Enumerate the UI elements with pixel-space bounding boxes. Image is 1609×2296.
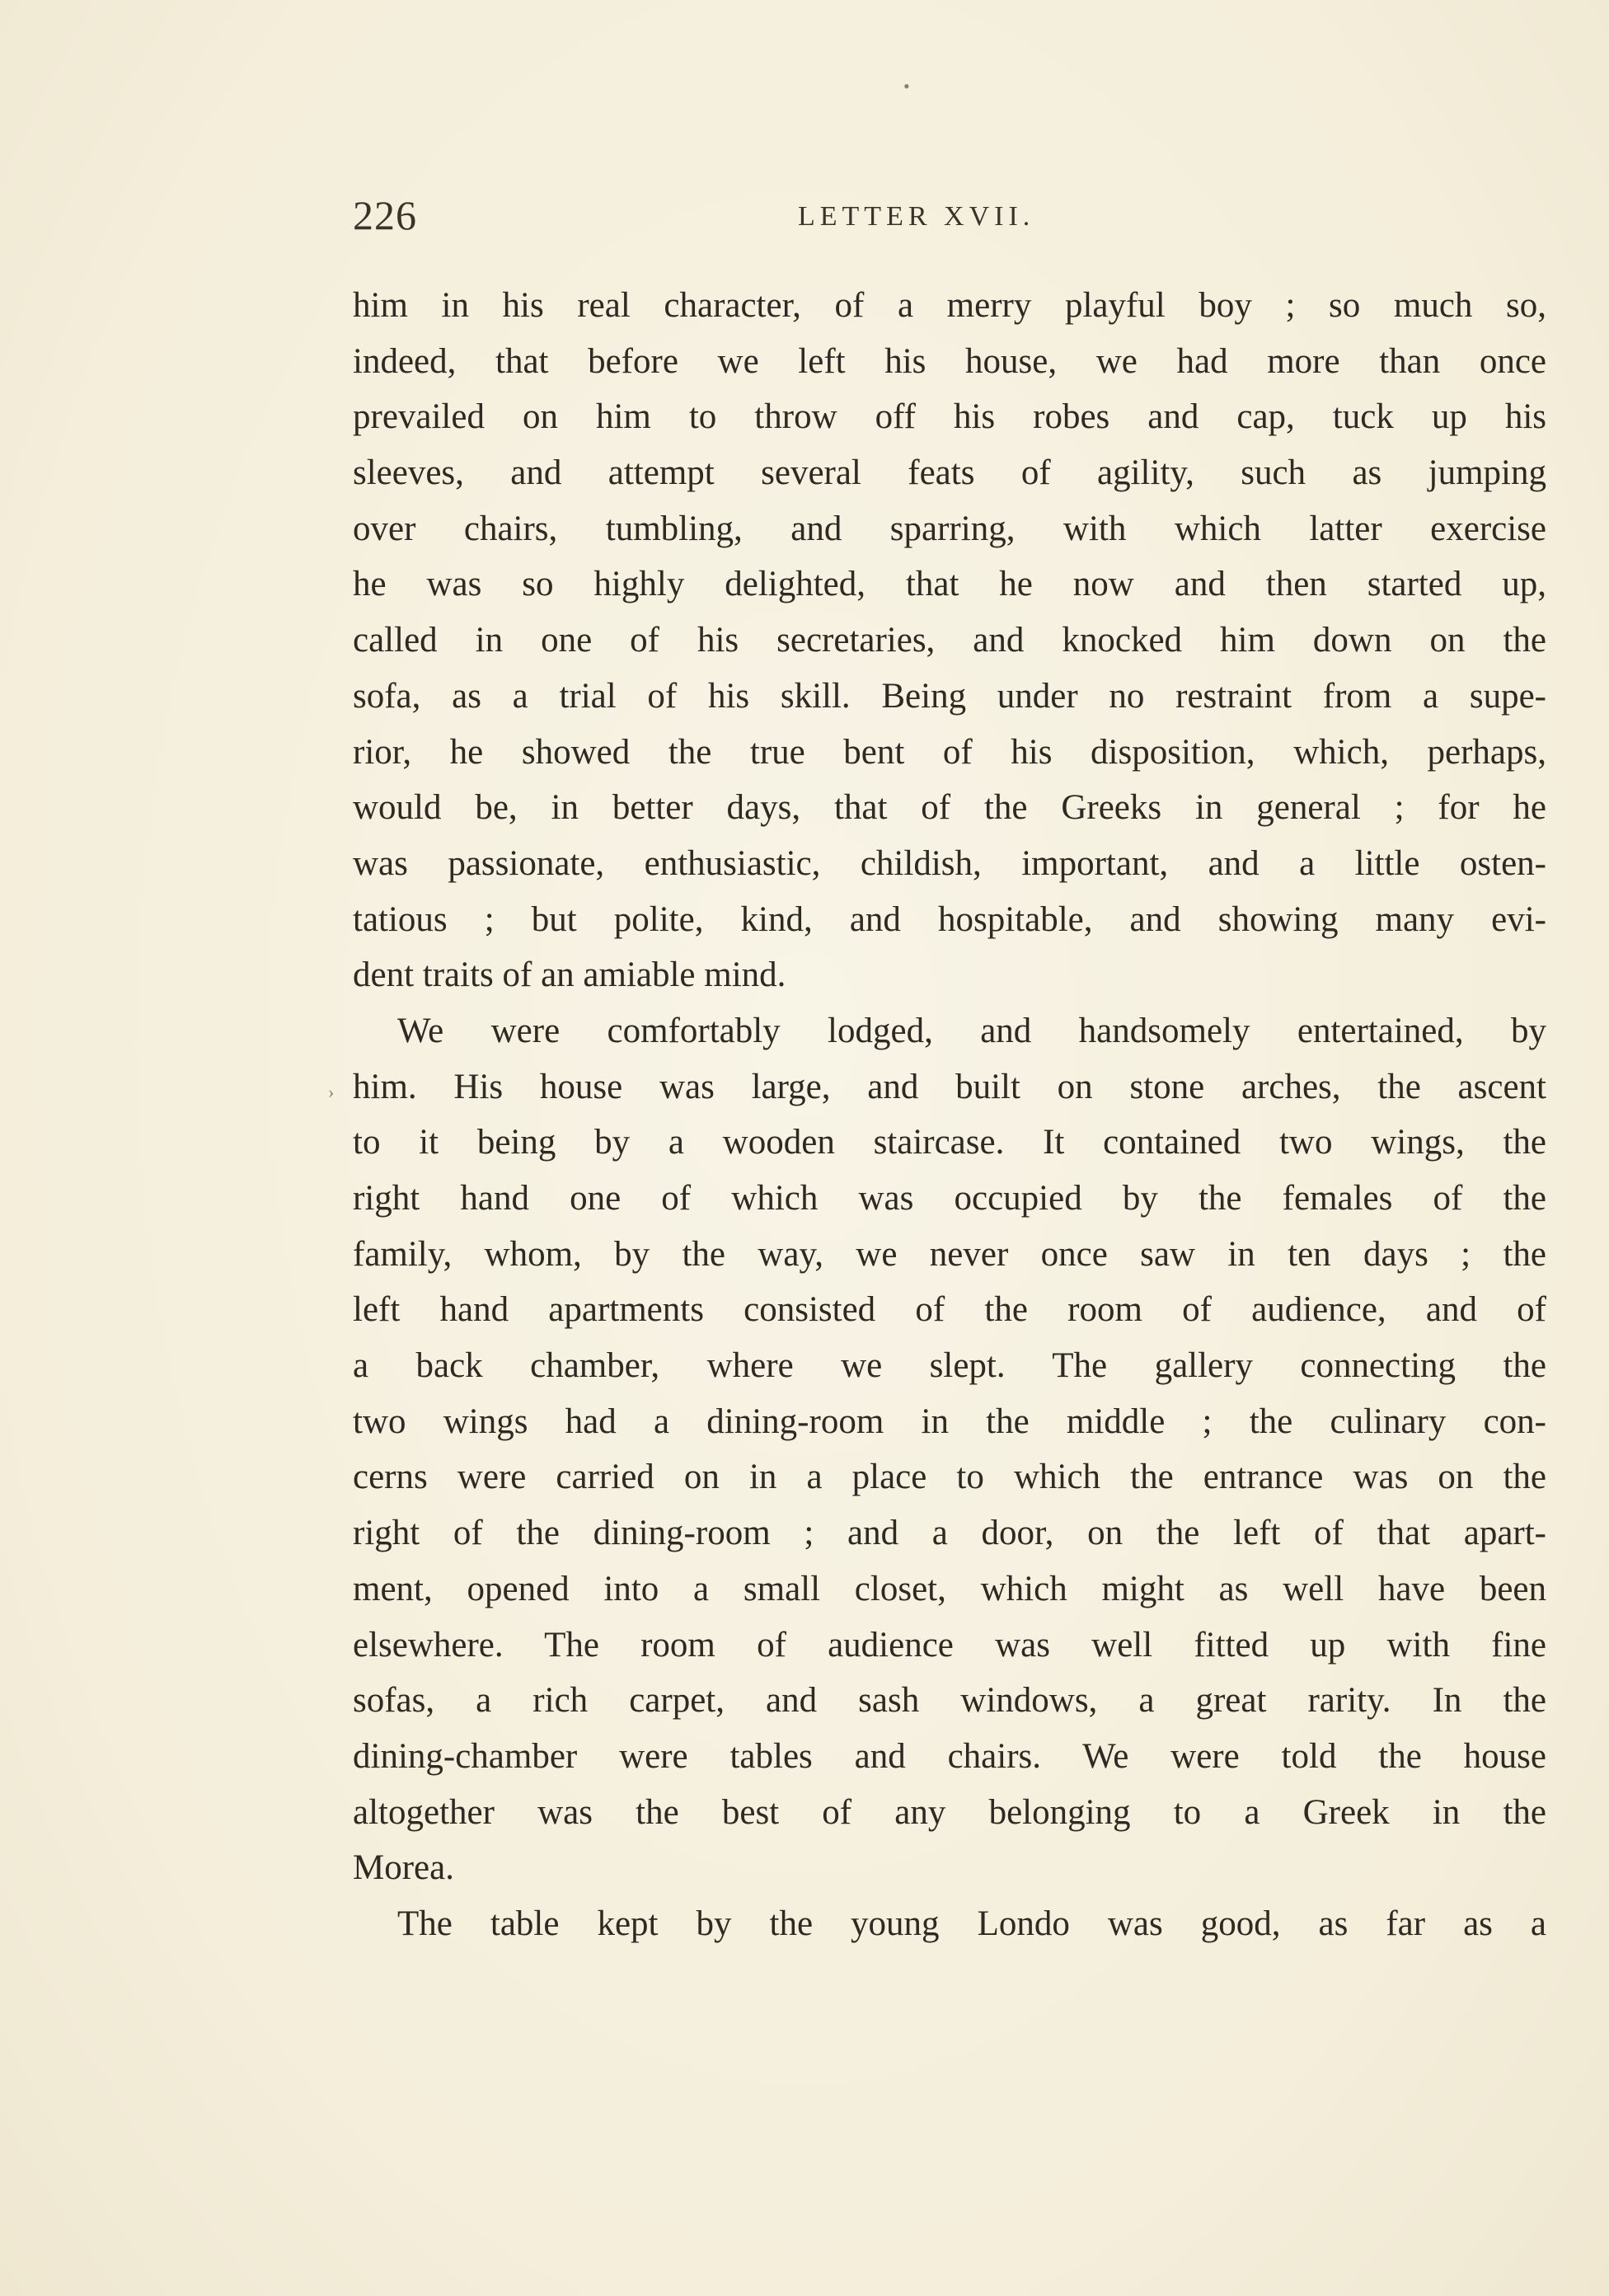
text-line: ment, opened into a small closet, which might as well have been bbox=[353, 1569, 1546, 1608]
text-line: called in one of his secretaries, and knocked him down on the bbox=[353, 621, 1546, 660]
text-line: over chairs, tumbling, and sparring, with which latter exercise bbox=[353, 509, 1546, 548]
text-line: altogether was the best of any belonging to a Greek in the bbox=[353, 1792, 1546, 1832]
text-line: sleeves, and attempt several feats of agility, such as jumping bbox=[353, 453, 1546, 493]
text-line: elsewhere. The room of audience was well fitted up with fine bbox=[353, 1625, 1546, 1664]
page-header bbox=[353, 191, 1546, 249]
text-line: two wings had a dining-room in the middle ; the culinary con- bbox=[353, 1402, 1546, 1441]
text-line: him. His house was large, and built on stone arches, the ascent bbox=[353, 1067, 1546, 1106]
margin-speck: › bbox=[328, 1082, 335, 1102]
body-text bbox=[353, 278, 1546, 1952]
text-line: right of the dining-room ; and a door, on the left of that apart- bbox=[353, 1514, 1546, 1553]
text-line: rior, he showed the true bent of his disposition, which, perhaps, bbox=[353, 732, 1546, 772]
text-line: was passionate, enthusiastic, childish, important, and a little osten- bbox=[353, 843, 1546, 883]
text-line: indeed, that before we left his house, we had more than once bbox=[353, 341, 1546, 381]
margin-speck: • bbox=[903, 76, 910, 96]
text-line: Morea. bbox=[353, 1848, 454, 1888]
text-line: tatious ; but polite, kind, and hospitable, and showing many evi- bbox=[353, 899, 1546, 939]
text-line: dent traits of an amiable mind. bbox=[353, 955, 786, 995]
page-number: 226 bbox=[353, 192, 417, 238]
text-line: a back chamber, where we slept. The gallery connecting the bbox=[353, 1346, 1546, 1386]
text-line: We were comfortably lodged, and handsomely entertained, by bbox=[397, 1011, 1546, 1050]
text-line: family, whom, by the way, we never once saw in ten days ; the bbox=[353, 1234, 1546, 1274]
text-line: to it being by a wooden staircase. It contained two wings, the bbox=[353, 1123, 1546, 1162]
text-line: The table kept by the young Londo was good, as far as a bbox=[397, 1904, 1546, 1943]
text-line: he was so highly delighted, that he now and then started up, bbox=[353, 565, 1546, 604]
text-line: sofa, as a trial of his skill. Being under no restraint from a supe- bbox=[353, 676, 1546, 716]
text-line: him in his real character, of a merry playful boy ; so much so, bbox=[353, 286, 1546, 325]
text-line: would be, in better days, that of the Greeks in general ; for he bbox=[353, 788, 1546, 828]
text-line: cerns were carried on in a place to which the entrance was on the bbox=[353, 1458, 1546, 1497]
text-line: dining-chamber were tables and chairs. We were told the house bbox=[353, 1736, 1546, 1776]
text-line: right hand one of which was occupied by the females of the bbox=[353, 1179, 1546, 1218]
text-line: sofas, a rich carpet, and sash windows, a great rarity. In the bbox=[353, 1681, 1546, 1721]
text-line: prevailed on him to throw off his robes and cap, tuck up his bbox=[353, 397, 1546, 437]
running-head: LETTER XVII. bbox=[798, 201, 1035, 232]
text-line: left hand apartments consisted of the room of audience, and of bbox=[353, 1290, 1546, 1330]
